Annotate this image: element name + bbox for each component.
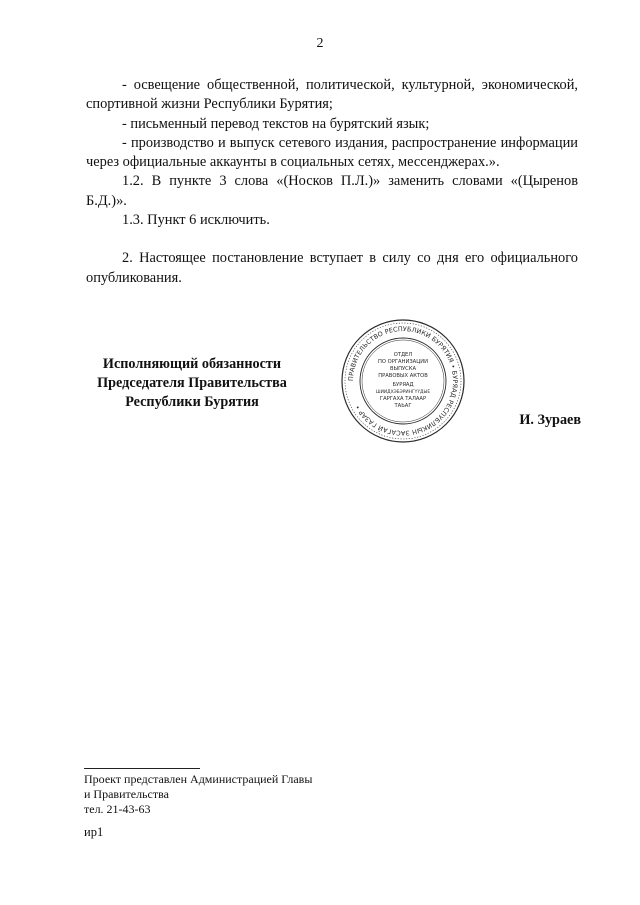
signature-position-line-1: Исполняющий обязанности [102, 356, 282, 372]
document-code: ир1 [84, 825, 104, 839]
paragraph-spacer [86, 230, 578, 249]
paragraph-clause-2: 2. Настоящее постановление вступает в силу со дня его официального опубликования. [86, 250, 578, 286]
paragraph-clause-1-2: 1.2. В пункте 3 слова «(Носков П.Л.)» заменить словами «(Цыренов Б.Д.)». [86, 173, 578, 209]
seal-inner-line: ПРАВОВЫХ АКТОВ [378, 373, 428, 379]
signature-block [82, 355, 302, 412]
footnote-divider [84, 768, 200, 769]
signature-position-line-3: Республики Бурятия [125, 394, 259, 410]
signature-position-line-2: Председателя Правительства [97, 375, 287, 391]
seal-inner-line: ПО ОРГАНИЗАЦИИ [377, 359, 429, 365]
footnote-line: и Правительства [84, 787, 169, 801]
page-number: 2 [316, 36, 324, 51]
seal-inner-line: ГАРГАХА ТАЛААР [379, 396, 427, 402]
paragraph-item-translation: - письменный перевод текстов на бурятский язык; [122, 115, 430, 132]
seal-inner-line: ВЫПУСКА [389, 366, 417, 372]
paragraph-clause-1-3: 1.3. Пункт 6 исключить. [122, 212, 270, 229]
seal-inner-line: ОТДЕЛ [393, 352, 413, 358]
footnote [84, 772, 312, 817]
seal-inner-text [376, 352, 430, 409]
official-seal-stamp [340, 318, 466, 444]
paragraph-item-coverage: - освещение общественной, политической, культурной, экономической, спортивной жизни Республики Бурятия; [86, 77, 578, 113]
seal-inner-line: ШИИДХЭБЭРИНГҮҮДЫЕ [375, 390, 431, 395]
seal-ring-text: ПРАВИТЕЛЬСТВО РЕСПУБЛИКИ БУРЯТИЯ • БУРЯАД РЕСПУБЛИКЫН ЗАСАГАЙ ГАЗАР • [346, 324, 460, 438]
seal-inner-line: БУРЯАД [392, 382, 414, 388]
signer-name: И. Зураев [519, 412, 581, 428]
seal-inner-line: ТАЬАГ [394, 403, 412, 409]
document-body [86, 76, 578, 288]
footnote-phone: тел. 21-43-63 [84, 802, 151, 816]
paragraph-item-network-edition: - производство и выпуск сетевого издания, распространение информации через официальные аккаунты в социальных сетях, мессенджерах.». [86, 134, 578, 171]
footnote-line: Проект представлен Администрацией Главы [84, 772, 313, 786]
